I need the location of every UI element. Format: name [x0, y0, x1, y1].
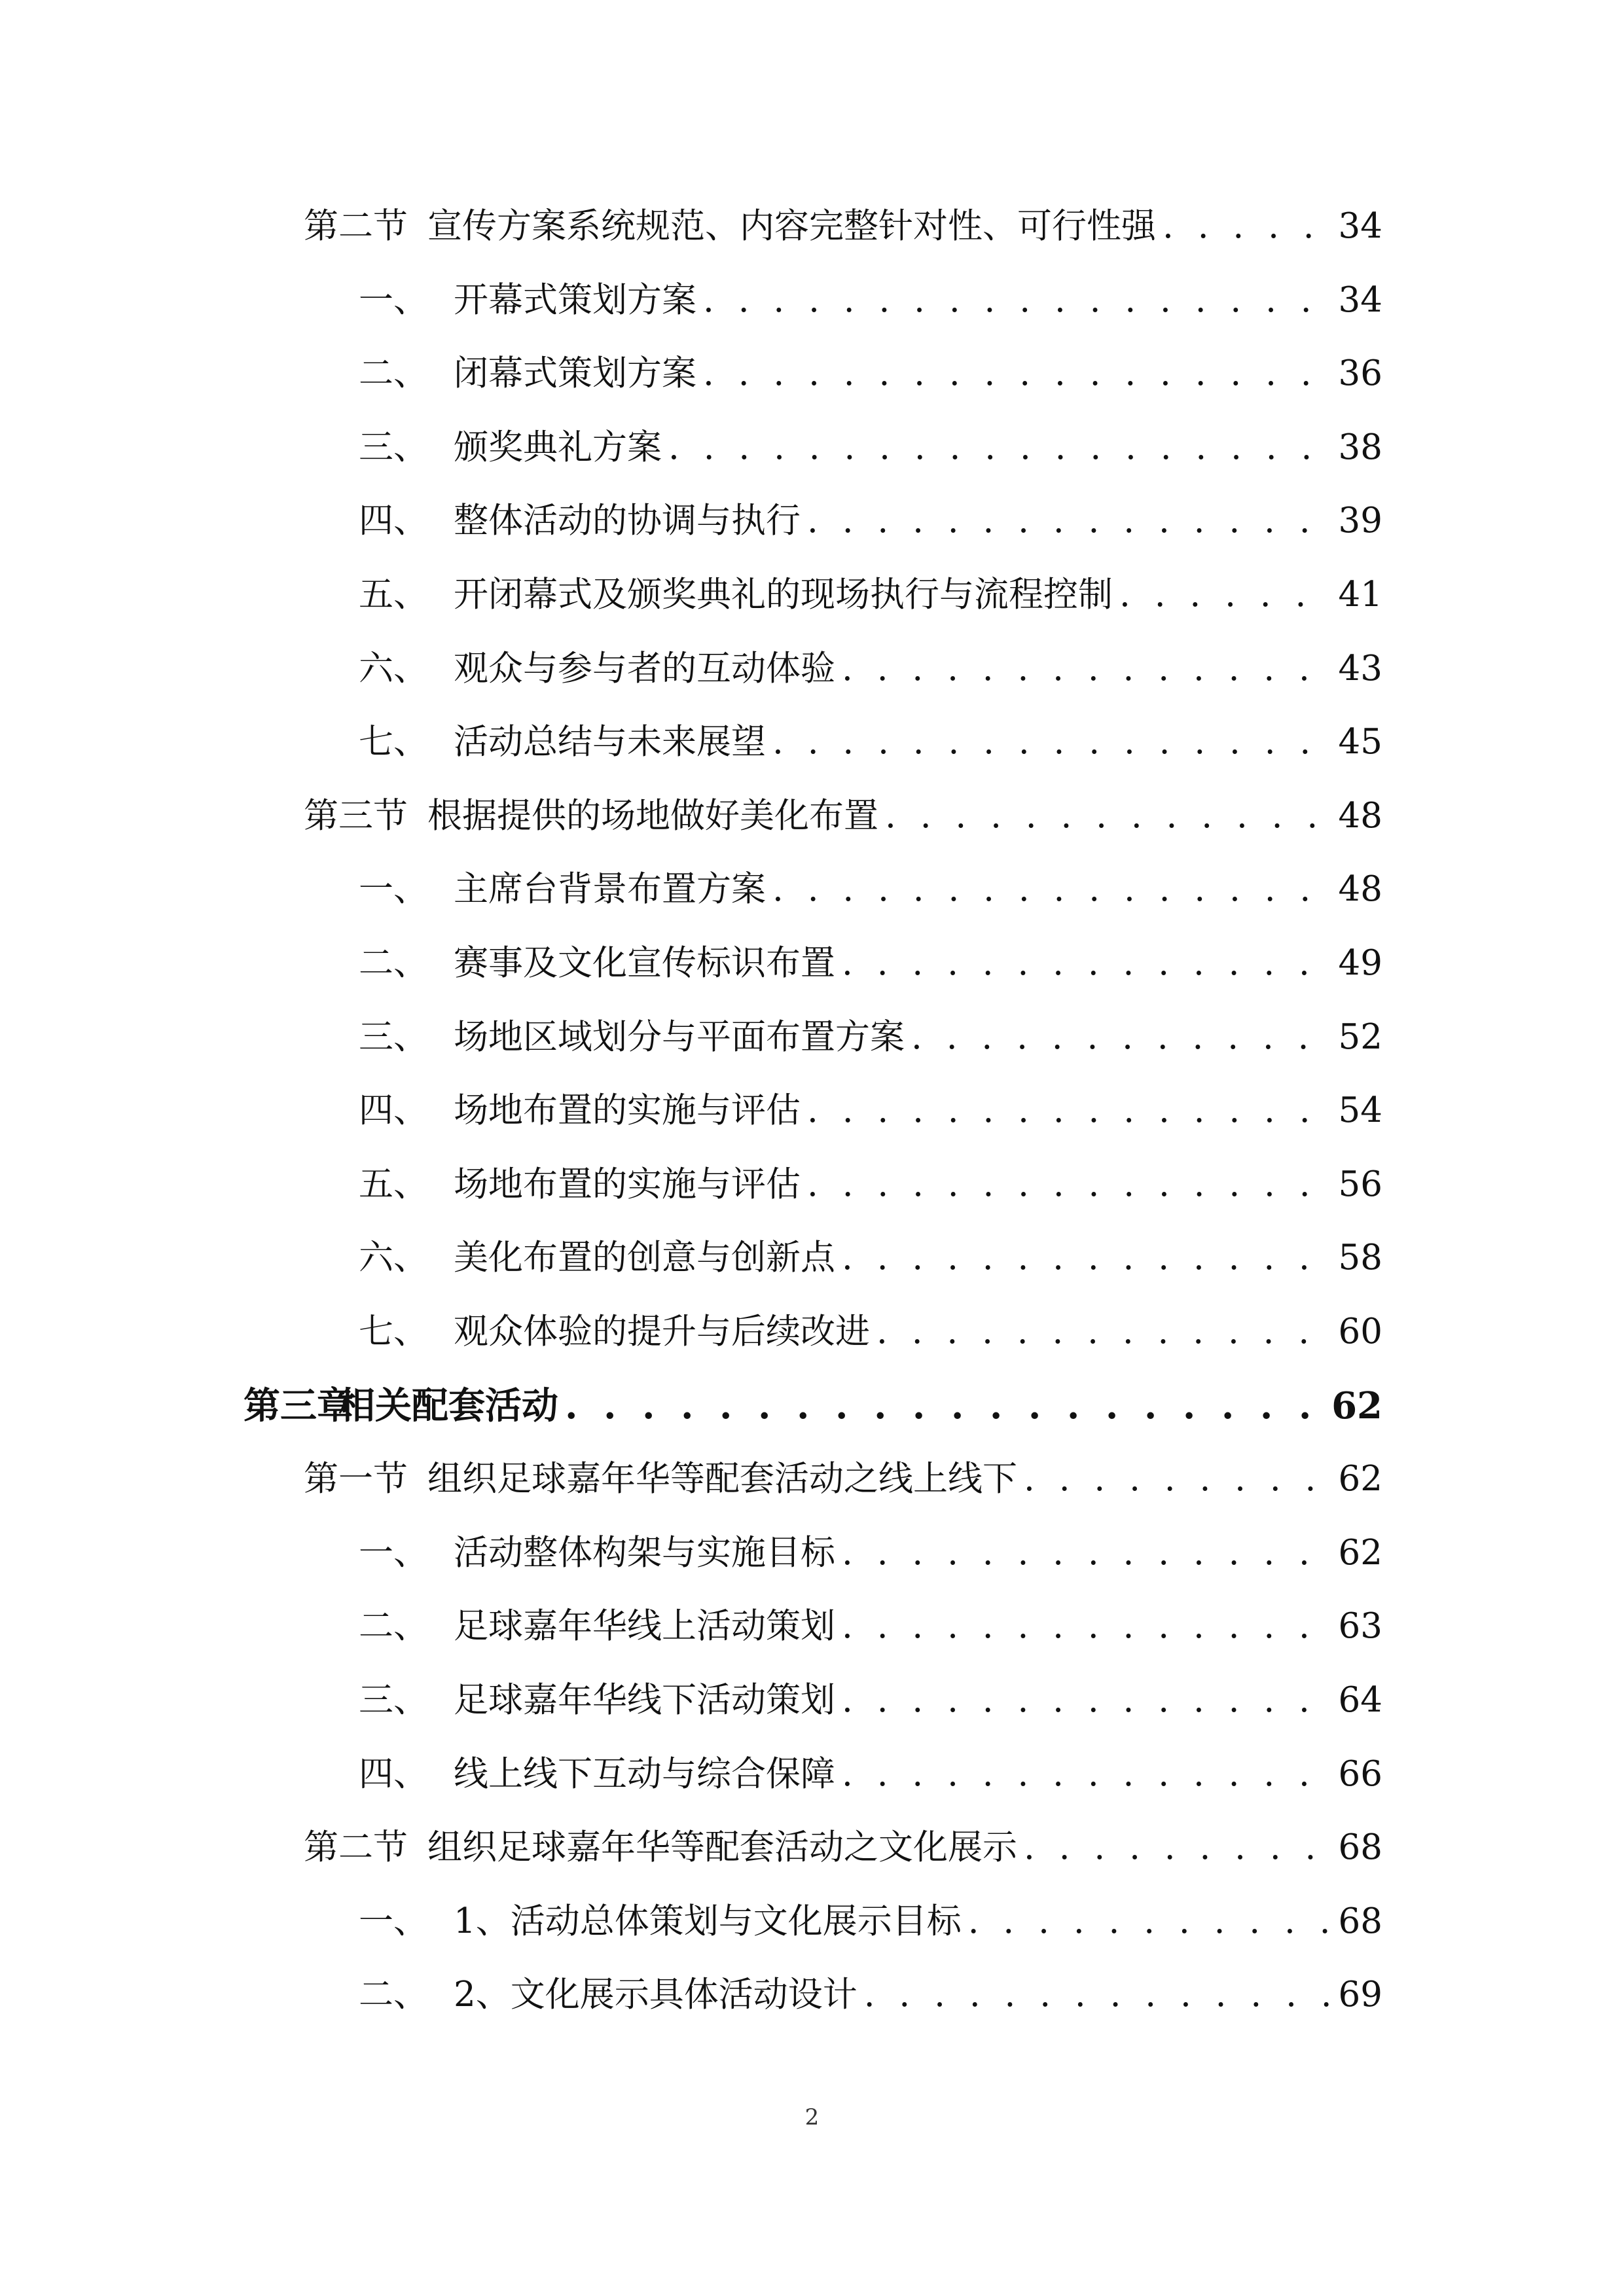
toc-entry-page: 56: [1338, 1164, 1382, 1204]
toc-entry[interactable]: [359, 1738, 1382, 1811]
toc-entry-title: 2、文化展示具体活动设计: [454, 1975, 857, 2015]
dot-leader: [842, 1221, 1330, 1295]
dot-leader: [842, 1664, 1330, 1737]
toc-entry-page: 66: [1338, 1754, 1382, 1794]
toc-entry-page: 54: [1338, 1090, 1382, 1130]
toc-entry-number: 第三章: [244, 1384, 353, 1427]
dot-leader: [842, 927, 1330, 1000]
toc-entry[interactable]: [359, 632, 1382, 706]
toc-entry-number: 五、: [359, 1164, 428, 1204]
toc-entry-number: 三、: [359, 427, 428, 467]
toc-entry-title: 足球嘉年华线下活动策划: [454, 1680, 835, 1720]
page-number: 2: [804, 2104, 820, 2130]
toc-entry-number: 第三节: [304, 796, 408, 836]
toc-entry[interactable]: [359, 484, 1382, 558]
toc-entry-page: 58: [1338, 1238, 1382, 1278]
toc-entry-title: 观众与参与者的互动体验: [454, 649, 835, 689]
toc-entry-title: 美化布置的创意与创新点: [454, 1238, 835, 1278]
dot-leader: [772, 853, 1330, 926]
toc-entry[interactable]: [304, 1443, 1382, 1516]
toc-entry[interactable]: [304, 1811, 1382, 1884]
dot-leader: [807, 1074, 1330, 1147]
toc-entry-number: 一、: [359, 1533, 428, 1573]
toc-entry[interactable]: [359, 411, 1382, 484]
toc-entry-number: 七、: [359, 1312, 428, 1352]
toc-entry-title: 主席台背景布置方案: [454, 869, 766, 909]
toc-entry[interactable]: [244, 1369, 1382, 1443]
dot-leader: [842, 1738, 1330, 1811]
toc-entry-number: 二、: [359, 1975, 428, 2015]
dot-leader: [911, 1001, 1330, 1074]
toc-entry[interactable]: [359, 1664, 1382, 1737]
toc-entry-number: 一、: [359, 280, 428, 320]
toc-entry-page: 64: [1338, 1680, 1382, 1720]
toc-entry[interactable]: [359, 558, 1382, 632]
toc-entry[interactable]: [359, 706, 1382, 779]
toc-entry-number: 四、: [359, 1090, 428, 1130]
toc-entry[interactable]: [304, 780, 1382, 853]
toc-entry-page: 34: [1338, 206, 1382, 246]
toc-entry[interactable]: [359, 1590, 1382, 1663]
toc-entry[interactable]: [359, 927, 1382, 1000]
toc-entry-page: 69: [1338, 1975, 1382, 2015]
toc-entry-number: 三、: [359, 1680, 428, 1720]
toc-entry-page: 49: [1338, 943, 1382, 983]
toc-entry-title: 根据提供的场地做好美化布置: [427, 796, 878, 836]
toc-entry[interactable]: [359, 1001, 1382, 1074]
dot-leader: [842, 632, 1330, 706]
toc-entry-page: 48: [1338, 796, 1382, 836]
toc-entry-page: 68: [1338, 1901, 1382, 1941]
dot-leader: [864, 1958, 1330, 2032]
toc-entry-title: 相关配套活动: [338, 1384, 558, 1427]
toc-entry[interactable]: [359, 853, 1382, 926]
toc-entry-page: 43: [1338, 649, 1382, 689]
toc-entry-page: 62: [1331, 1384, 1382, 1427]
toc-entry-page: 36: [1338, 353, 1382, 393]
toc-entry-number: 三、: [359, 1017, 428, 1057]
toc-entry-page: 68: [1338, 1827, 1382, 1867]
toc-entry-title: 场地布置的实施与评估: [454, 1164, 801, 1204]
toc-entry-page: 48: [1338, 869, 1382, 909]
toc-entry[interactable]: [359, 1221, 1382, 1295]
toc-entry-number: 二、: [359, 1606, 428, 1646]
toc-entry-number: 四、: [359, 501, 428, 541]
toc-entry[interactable]: [359, 264, 1382, 337]
dot-leader: [876, 1295, 1330, 1369]
dot-leader: [1163, 190, 1330, 263]
toc-entry-title: 线上线下互动与综合保障: [454, 1754, 835, 1794]
toc-entry-title: 整体活动的协调与执行: [454, 501, 801, 541]
dot-leader: [968, 1885, 1330, 1958]
toc-entry-number: 一、: [359, 869, 428, 909]
toc-entry-title: 开闭幕式及颁奖典礼的现场执行与流程控制: [454, 575, 1113, 615]
dot-leader: [1024, 1443, 1330, 1516]
toc-entry-page: 62: [1338, 1533, 1382, 1573]
dot-leader: [1119, 558, 1330, 632]
toc-entry-title: 足球嘉年华线上活动策划: [454, 1606, 835, 1646]
toc-entry[interactable]: [359, 1885, 1382, 1958]
toc-entry-number: 一、: [359, 1901, 428, 1941]
toc-entry-title: 场地区域划分与平面布置方案: [454, 1017, 905, 1057]
toc-entry[interactable]: [359, 1074, 1382, 1147]
toc-entry-page: 60: [1338, 1312, 1382, 1352]
toc-entry[interactable]: [359, 337, 1382, 410]
toc-entry-number: 第二节: [304, 1827, 408, 1867]
toc-entry[interactable]: [359, 1295, 1382, 1369]
toc-entry-title: 1、活动总体策划与文化展示目标: [454, 1901, 962, 1941]
toc-entry-number: 六、: [359, 1238, 428, 1278]
dot-leader: [885, 780, 1330, 853]
toc-entry-page: 41: [1338, 575, 1382, 615]
toc-entry-page: 52: [1338, 1017, 1382, 1057]
toc-entry-number: 五、: [359, 575, 428, 615]
toc-entry-page: 39: [1338, 501, 1382, 541]
toc-entry[interactable]: [304, 190, 1382, 263]
toc-entry-number: 第一节: [304, 1459, 408, 1499]
dot-leader: [703, 264, 1330, 337]
toc-entry-number: 二、: [359, 943, 428, 983]
toc-entry-title: 宣传方案系统规范、内容完整针对性、可行性强: [427, 206, 1156, 246]
dot-leader: [772, 706, 1330, 779]
toc-entry[interactable]: [359, 1958, 1382, 2032]
dot-leader: [807, 1148, 1330, 1221]
dot-leader: [1024, 1811, 1330, 1884]
toc-entry-page: 34: [1338, 280, 1382, 320]
dot-leader: [842, 1516, 1330, 1590]
dot-leader: [807, 484, 1330, 558]
toc-entry-page: 62: [1338, 1459, 1382, 1499]
toc-entry-number: 第二节: [304, 206, 408, 246]
dot-leader: [668, 411, 1330, 484]
toc-entry-title: 赛事及文化宣传标识布置: [454, 943, 835, 983]
toc-entry-title: 组织足球嘉年华等配套活动之文化展示: [427, 1827, 1017, 1867]
toc-entry-page: 63: [1338, 1606, 1382, 1646]
toc-entry-title: 颁奖典礼方案: [454, 427, 662, 467]
dot-leader: [703, 337, 1330, 410]
toc-entry-title: 闭幕式策划方案: [454, 353, 696, 393]
toc-entry-number: 七、: [359, 722, 428, 762]
toc-entry[interactable]: [359, 1148, 1382, 1221]
dot-leader: [842, 1590, 1330, 1663]
toc-entry-title: 开幕式策划方案: [454, 280, 696, 320]
toc-entry[interactable]: [359, 1516, 1382, 1590]
toc-entry-number: 二、: [359, 353, 428, 393]
toc-entry-title: 场地布置的实施与评估: [454, 1090, 801, 1130]
toc-entry-title: 组织足球嘉年华等配套活动之线上线下: [427, 1459, 1017, 1499]
toc-entry-number: 六、: [359, 649, 428, 689]
toc-entry-page: 45: [1338, 722, 1382, 762]
toc-entry-title: 观众体验的提升与后续改进: [454, 1312, 870, 1352]
toc-entry-page: 38: [1338, 427, 1382, 467]
toc-entry-title: 活动总结与未来展望: [454, 722, 766, 762]
toc-entry-number: 四、: [359, 1754, 428, 1794]
toc-entry-title: 活动整体构架与实施目标: [454, 1533, 835, 1573]
dot-leader: [565, 1369, 1325, 1443]
